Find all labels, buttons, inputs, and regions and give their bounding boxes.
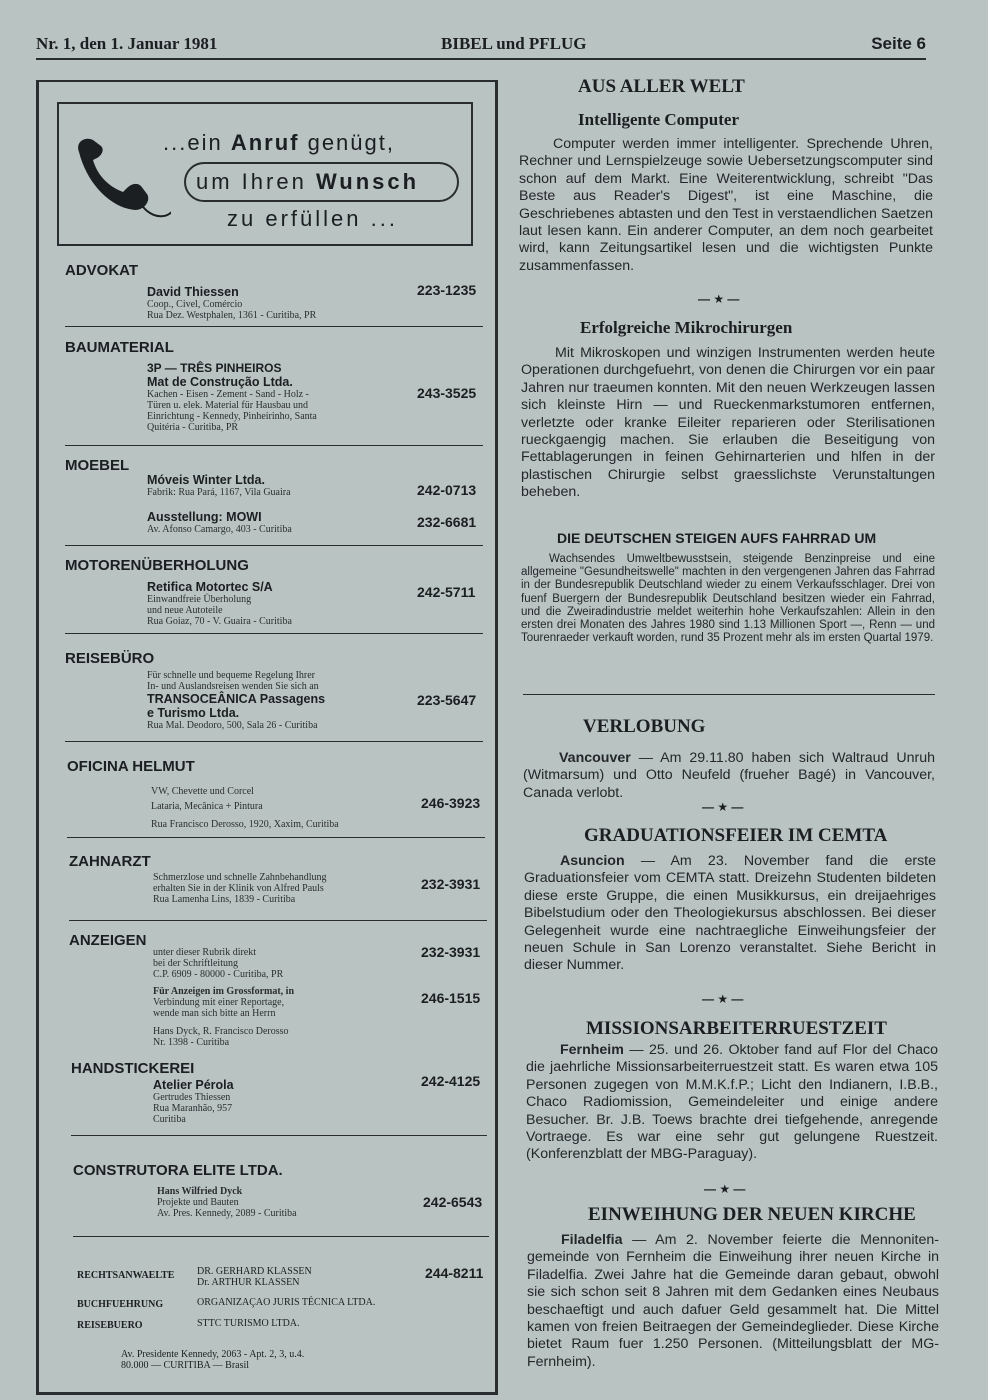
- phone-handstickerei: 242-4125: [421, 1073, 481, 1089]
- divider: [65, 545, 483, 546]
- phone-oficina: 246-3923: [421, 795, 481, 811]
- article-body-mission: Fernheim — 25. und 26. Oktober fand auf Flor del Chaco die jaehrliche Missionsarbeiterruestzeit statt. Es waren etwa 105 Personen zugegen von M.M.K.f.P.; Licht den Indianern, I.B.B., Chaco Radiomission, Gemeindeleiter und einige andere Besucher. Br. J.B. Toews brachte drei tiefgehende, anregende Vortraege. Es war eine sehr gut gelungene Ruestzeit. (Konferenzblatt der MBG-Paraguay).: [526, 1042, 938, 1163]
- slogan-line-2: um Ihren Wunsch: [184, 162, 459, 202]
- phone-anzeigen-2: 246-1515: [421, 990, 481, 1006]
- article-title-kirche: EINWEIHUNG DER NEUEN KIRCHE: [588, 1204, 916, 1225]
- article-title-mission: MISSIONSARBEITERRUESTZEIT: [586, 1018, 887, 1039]
- article-title-computer: Intelligente Computer: [578, 110, 740, 129]
- category-zahnarzt: ZAHNARZT: [69, 853, 151, 870]
- entry-anzeigen-2: Für Anzeigen im Grossformat, in Verbindung mit einer Reportage, wende man sich bitte an Herrn: [153, 986, 295, 1019]
- telephone-handset-icon: [71, 134, 171, 224]
- divider: [65, 326, 483, 327]
- page-number: Seite 6: [871, 34, 926, 53]
- office-label-lawyers: RECHTSANWAELTE: [77, 1270, 175, 1281]
- entry-reisebuero: Für schnelle und bequeme Regelung Ihrer In- und Auslandsreisen wenden Sie sich an TRANSOCEÂNICA Passagens e Turismo Ltda. Rua Mal. Deodoro, 500, Sala 26 - Curitiba: [147, 670, 326, 731]
- office-travel: STTC TURISMO LTDA.: [197, 1318, 300, 1329]
- category-construtora: CONSTRUTORA ELITE LTDA.: [73, 1162, 283, 1179]
- divider: [69, 920, 487, 921]
- phone-advokat: 223-1235: [417, 282, 477, 298]
- article-body-fahrrad: Wachsendes Umweltbewusstsein, steigende Benzinpreise und eine allgemeine "Gesundheitswelle" machten in den vergengenen Jahren das Fahrrad in der Bundesrepublik Deutschland wieder zu einem Verkaufsschlager. Drei von fuenf Buergern der Bundesrepublik Deutschland besitzen wieder ein Fahrrad, und die Zweiradindustrie meldet weiterhin hohe Verkaufszahlen: Allein in den ersten drei Monaten des Jahres 1980 sind 1.13 Millionen Sport —, Renn — und Tourenraeder verkauft worden, rund 35 Prozent mehr als im ersten Quartal 1979.: [521, 553, 935, 645]
- newspaper-title: BIBEL und PFLUG: [441, 34, 587, 53]
- page-header: [36, 34, 926, 60]
- article-title-mikro: Erfolgreiche Mikrochirurgen: [580, 318, 793, 337]
- article-body-mikro: Mit Mikroskopen und winzigen Instrumenten werden heute Operationen durchgefuehrt, von denen die Chirurgen vor ein paar Jahren nur traeumen konnten. Mit den neuen Werkzeugen lassen sich kleinste Hirn — und Rueckenmarkstumoren entfernen, verletzte oder kranke Eileiter reparieren oder Sterilisationen rueckgaengig machen. Sie erlauben die Beseitigung von Fettablagerungen in feinen Gehirnarterien und hlfen in der plastischen Chirurgie selbst graesslichste Verunstaltungen beheben.: [521, 345, 935, 501]
- separator-star: — ★ —: [702, 992, 744, 1006]
- office-accounting: ORGANIZAÇAO JURIS TÉCNICA LTDA.: [197, 1297, 376, 1308]
- office-label-accounting: BUCHFUEHRUNG: [77, 1299, 164, 1310]
- office-address: Av. Presidente Kennedy, 2063 - Apt. 2, 3, u.4. 80.000 — CURITIBA — Brasil: [121, 1349, 305, 1371]
- entry-anzeigen-1: unter dieser Rubrik direkt bei der Schriftleitung C.P. 6909 - 80000 - Curitiba, PR: [153, 947, 284, 980]
- entry-moebel-winter: Móveis Winter Ltda. Fabrik: Rua Pará, 1167, Vila Guaira: [147, 473, 291, 498]
- entry-anzeigen-3: Hans Dyck, R. Francisco Derosso Nr. 1398 - Curitiba: [153, 1026, 289, 1048]
- divider: [65, 633, 483, 634]
- divider: [523, 694, 935, 695]
- category-handstickerei: HANDSTICKEREI: [71, 1060, 195, 1077]
- phone-reisebuero: 223-5647: [417, 692, 477, 708]
- article-body-graduation: Asuncion — Am 23. November fand die erste Graduationsfeier vom CEMTA statt. Dreizehn Studenten bildeten diese erste Gruppe, die einen Musikkursus, ein dreijaehriges Bibelstudium oder den Theologiekursus abschlossen. Bei dieser Gelegenheit wurde eine nachtraegliche Einweihungsfeier der neuen Schule in San Lorenzo veranstaltet. Siehe Bericht in dieser Nummer.: [524, 853, 936, 974]
- category-moebel: MOEBEL: [65, 457, 130, 474]
- business-directory: [36, 80, 498, 1395]
- phone-moebel-1: 242-0713: [417, 482, 477, 498]
- phone-motoren: 242-5711: [417, 584, 476, 600]
- slogan-banner: [57, 102, 473, 246]
- divider: [65, 741, 483, 742]
- divider: [73, 1236, 489, 1237]
- phone-moebel-2: 232-6681: [417, 514, 477, 530]
- phone-baumaterial: 243-3525: [417, 385, 477, 401]
- article-body-verlobung: Vancouver — Am 29.11.80 haben sich Waltraud Unruh (Witmarsum) und Otto Neufeld (frueher Bagé) in Vancouver, Canada verlobt.: [523, 750, 935, 801]
- entry-construtora: Hans Wilfried Dyck Projekte und Bauten Av. Pres. Kennedy, 2089 - Curitiba: [157, 1186, 297, 1219]
- issue-date: Nr. 1, den 1. Januar 1981: [36, 34, 218, 53]
- category-oficina: OFICINA HELMUT: [67, 758, 195, 775]
- entry-moebel-mowi: Ausstellung: MOWI Av. Afonso Camargo, 403 - Curitiba: [147, 510, 292, 535]
- separator-star: — ★ —: [698, 292, 740, 306]
- divider: [65, 445, 483, 446]
- divider: [67, 837, 485, 838]
- category-motoren: MOTORENÜBERHOLUNG: [65, 557, 249, 574]
- category-baumaterial: BAUMATERIAL: [65, 339, 174, 356]
- phone-anzeigen-1: 232-3931: [421, 944, 481, 960]
- entry-oficina: VW, Chevette und Corcel Lataria, Mecânica + Pintura Rua Francisco Derosso, 1920, Xaxim, Curitiba: [151, 786, 339, 830]
- divider: [71, 1135, 487, 1136]
- article-title-graduation: GRADUATIONSFEIER IM CEMTA: [584, 825, 888, 846]
- slogan-line-1: ...ein Anruf genügt,: [163, 130, 395, 155]
- office-label-travel: REISEBUERO: [77, 1320, 143, 1331]
- phone-zahnarzt: 232-3931: [421, 876, 481, 892]
- slogan-line-3: zu erfüllen ...: [227, 206, 398, 231]
- category-reisebuero: REISEBÜRO: [65, 650, 155, 667]
- separator-star: — ★ —: [704, 1182, 746, 1196]
- article-body-computer: Computer werden immer intelligenter. Sprechende Uhren, Rechner und Lernspielzeuge sowie Uebersetzungscomputer sind schon auf dem Markt. Eine Weiterentwicklung, schreibt "Das Beste aus Reader's Digest", ist eine Maschine, die Geschriebenes abtasten und den Test in verstaendlichen Saetzen laut lesen kann. Ein anderer Computer, an dem noch gearbeitet wird, kann Zeitungsartikel lesen und die wichtigsten Punkte zusammenfassen.: [519, 136, 933, 274]
- phone-construtora: 242-6543: [423, 1194, 483, 1210]
- category-anzeigen: ANZEIGEN: [69, 932, 147, 949]
- entry-handstickerei: Atelier Pérola Gertrudes Thiessen Rua Maranhão, 957 Curitiba: [153, 1078, 234, 1125]
- entry-motoren: Retifica Motortec S/A Einwandfreie Überholung und neue Autoteile Rua Goiaz, 70 - V. Guaira - Curitiba: [147, 580, 292, 627]
- section-title: AUS ALLER WELT: [578, 76, 745, 97]
- category-advokat: ADVOKAT: [65, 262, 139, 279]
- entry-advokat: David Thiessen Coop., Civel, Comércio Rua Dez. Westphalen, 1361 - Curitiba, PR: [147, 285, 317, 321]
- office-lawyers: DR. GERHARD KLASSEN Dr. ARTHUR KLASSEN: [197, 1266, 312, 1288]
- article-body-kirche: Filadelfia — Am 2. November feierte die Mennoniten-gemeinde von Fernheim die Einweihung ihrer neuen Kirche in Filadelfia. Zwei Jahre hat die Gemeinde daran gebaut, obwohl sie sich schon seit 8 Jahren mit dem Gedanken eines Neubaus beschaeftigt und auch dafuer Geld gesammelt hat. Die Mittel kamen von freien Beitraegen der Gemeindeglieder. Diese Kirche bietet Raum fuer 1.250 Personen. (Mitteilungsblatt der MG-Fernheim).: [527, 1232, 939, 1370]
- entry-zahnarzt: Schmerzlose und schnelle Zahnbehandlung erhalten Sie in der Klinik von Alfred Pauls Rua Lamenha Lins, 1839 - Curitiba: [153, 872, 327, 905]
- separator-star: — ★ —: [702, 800, 744, 814]
- article-title-fahrrad: DIE DEUTSCHEN STEIGEN AUFS FAHRRAD UM: [557, 530, 877, 546]
- entry-baumaterial: 3P — TRÊS PINHEIROS Mat de Construção Ltda. Kachen - Eisen - Zement - Sand - Holz - Türen u. elek. Material für Hausbau und Einrichtung - Kennedy, Pinheirinho, Santa Quitéria - Curitiba, PR: [147, 361, 317, 433]
- article-title-verlobung: VERLOBUNG: [583, 716, 706, 737]
- phone-office: 244-8211: [425, 1265, 484, 1281]
